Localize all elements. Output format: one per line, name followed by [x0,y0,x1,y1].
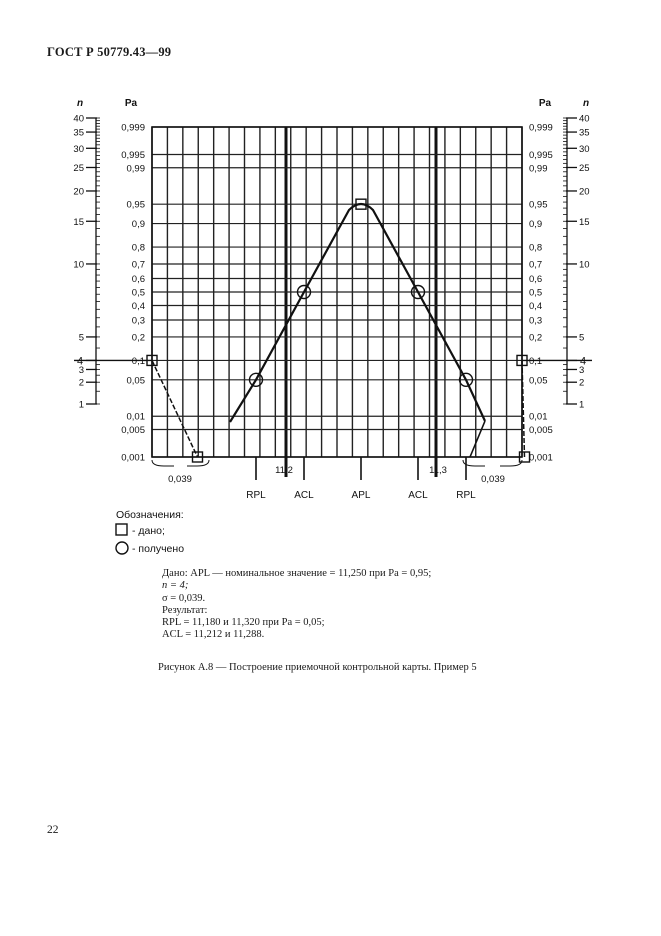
right-n-tick-label: 3 [579,364,585,376]
left-n-tick-label: 35 [73,127,84,139]
obtained-curve-tail [470,421,485,457]
left-n-tick-label: 20 [73,186,84,198]
given-line-3: σ = 0,039. [162,592,206,604]
left-pa-tick-label: 0,95 [126,199,145,211]
right-pa-tick-label: 0,001 [529,452,553,464]
given-line-1: Дано: APL — номинальное значение = 11,250 при Pa = 0,95; [162,568,432,579]
left-pa-tick-label: 0,2 [131,332,145,344]
width-brace-right [463,460,522,466]
legend-given-label: - дано; [132,525,165,537]
left-n-tick-label: 1 [78,399,84,411]
given-line-5: RPL = 11,180 и 11,320 при Pa = 0,05; [162,617,325,629]
right-pa-tick-label: 0,999 [529,122,553,134]
right-n-tick-label: 10 [579,259,590,271]
left-pa-tick-label: 0,995 [121,149,145,161]
left-pa-tick-label: 0,8 [131,242,145,254]
right-pa-tick-label: 0,995 [529,149,553,161]
limit-label-apl: APL [351,490,371,501]
left-n-axis-title: n [76,98,84,109]
left-n-tick-label: 30 [73,143,84,155]
left-pa-tick-label: 0,5 [131,287,145,299]
right-pa-tick-label: 0,7 [529,259,543,271]
right-pa-tick-label: 0,99 [529,163,548,175]
limit-label-rpl: RPL [246,490,266,501]
left-n-tick-label: 40 [73,113,84,125]
right-pa-tick-label: 0,005 [529,425,553,437]
left-n-tick-label: 10 [73,259,84,271]
right-n-4-label: 4 [579,355,587,368]
right-n-tick-label: 35 [579,127,590,139]
left-pa-tick-label: 0,7 [131,259,145,271]
right-n-tick-label: 2 [579,377,585,389]
right-pa-tick-label: 0,95 [529,199,548,211]
limit-label-acl: ACL [408,490,428,501]
given-line-6: ACL = 11,212 и 11,288. [162,629,265,641]
right-n-tick-label: 20 [579,186,590,198]
right-pa-tick-label: 0,4 [529,301,543,313]
right-pa-tick-label: 0,5 [529,287,543,299]
right-n-tick-label: 1 [579,399,585,411]
right-pa-tick-label: 0,3 [529,315,543,327]
right-pa-tick-label: 0,1 [529,355,543,367]
legend-square-icon [116,524,127,535]
grid-value-label-right: 11,3 [429,465,447,476]
legend-obtained-label: - получено [132,543,185,555]
page-number: 22 [47,824,59,836]
limit-label-rpl: RPL [456,490,476,501]
left-pa-tick-label: 0,05 [126,375,145,387]
right-n-tick-label: 30 [579,143,590,155]
left-pa-tick-label: 0,01 [126,411,145,423]
left-pa-tick-label: 0,005 [121,425,145,437]
left-pa-tick-label: 0,999 [121,122,145,134]
left-pa-tick-label: 0,6 [131,273,145,285]
left-pa-tick-label: 0,4 [131,301,145,313]
left-pa-tick-label: 0,9 [131,219,145,231]
given-line-2: n = 4; [162,580,189,592]
left-pa-tick-label: 0,1 [131,355,145,367]
width-label-left: 0,039 [168,474,192,485]
left-n-tick-label: 3 [78,364,84,376]
right-pa-tick-label: 0,6 [529,273,543,285]
legend-title: Обозначения: [116,509,184,521]
legend-circle-icon [116,542,128,554]
right-n-tick-label: 25 [579,162,590,174]
given-line-4: Результат: [162,604,208,616]
right-pa-tick-label: 0,9 [529,219,543,231]
figure-caption: Рисунок А.8 — Построение приемочной контрольной карты. Пример 5 [158,662,477,673]
obtained-oc-curve [230,204,485,422]
right-n-tick-label: 40 [579,113,590,125]
right-n-tick-label: 5 [579,332,585,344]
right-pa-axis-title: Pa [538,98,552,109]
left-pa-tick-label: 0,99 [126,163,145,175]
width-label-right: 0,039 [481,474,505,485]
given-line-left [152,360,198,457]
width-brace-left [152,460,209,466]
left-n-tick-label: 25 [73,162,84,174]
left-n-tick-label: 2 [78,377,84,389]
right-pa-tick-label: 0,2 [529,332,543,344]
given-text [162,568,431,642]
right-n-tick-label: 15 [579,216,590,228]
page-header: ГОСТ Р 50779.43—99 [47,45,172,59]
right-pa-tick-label: 0,8 [529,242,543,254]
left-n-4-label: 4 [76,355,84,368]
left-pa-axis-title: Pa [124,98,138,109]
left-pa-tick-label: 0,3 [131,315,145,327]
left-n-tick-label: 5 [78,332,84,344]
limit-label-acl: ACL [294,490,314,501]
left-n-tick-label: 15 [73,216,84,228]
left-pa-tick-label: 0,001 [121,452,145,464]
right-n-axis-title: n [582,98,590,109]
right-pa-tick-label: 0,01 [529,411,548,423]
right-pa-tick-label: 0,05 [529,375,548,387]
grid-value-label-left: 11,2 [275,465,293,476]
